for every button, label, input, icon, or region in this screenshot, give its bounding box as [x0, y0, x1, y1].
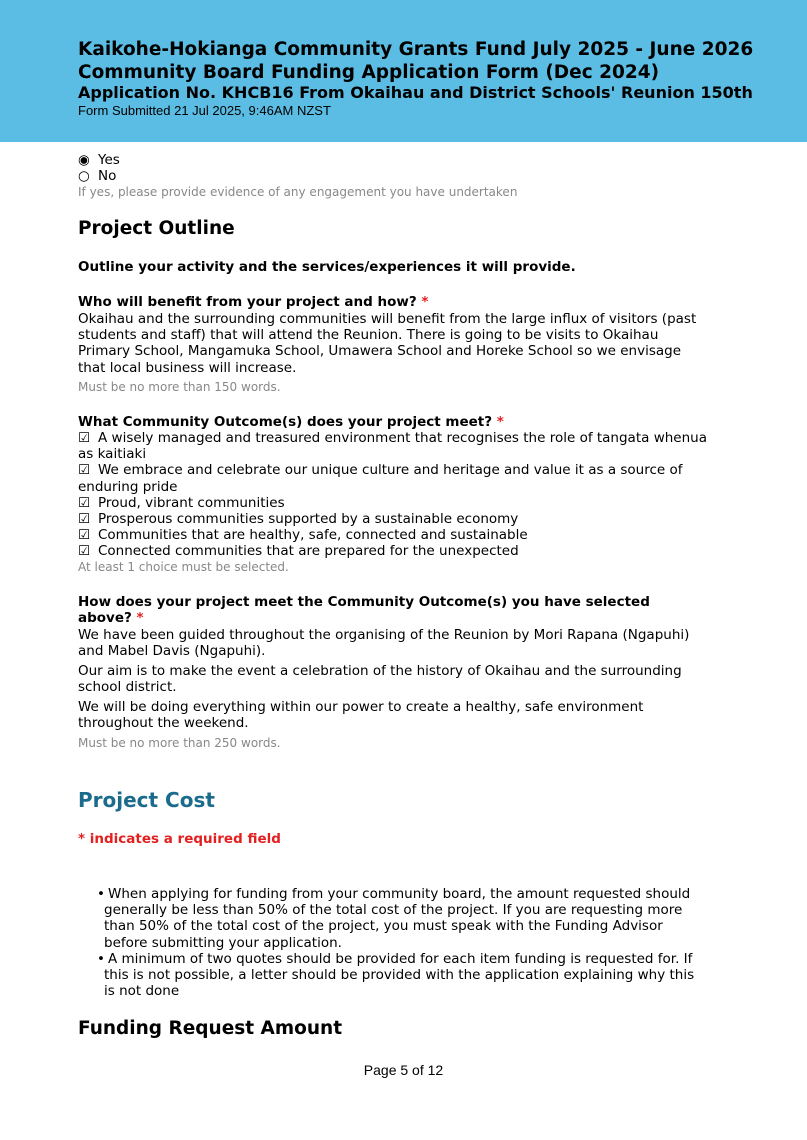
- how-meet-paragraph: We have been guided throughout the organising of the Reunion by Mori Rapana (Ngapuhi) and Mabel Davis (Ngapuhi).: [78, 627, 690, 660]
- radio-option-yes: [78, 152, 120, 168]
- outcome-item: ☑ Proud, vibrant communities: [78, 494, 285, 511]
- required-asterisk: *: [496, 414, 504, 430]
- form-title-line1: Kaikohe-Hokianga Community Grants Fund July 2025 - June 2026: [78, 39, 754, 60]
- funding-guidelines-list: [97, 886, 707, 999]
- engagement-hint: If yes, please provide evidence of any engagement you have undertaken: [78, 185, 518, 199]
- section-heading-project-cost: Project Cost: [78, 788, 215, 812]
- outcome-item: ☑ Communities that are healthy, safe, connected and sustainable: [78, 527, 528, 544]
- required-field-note: * indicates a required field: [78, 831, 281, 847]
- checkbox-checked-icon: ☑: [78, 511, 91, 528]
- radio-option-no: [78, 168, 116, 184]
- outcome-item: ☑ Prosperous communities supported by a sustainable economy: [78, 511, 519, 528]
- list-item: • When applying for funding from your community board, the amount requested should generally be less than 50% of the total cost of the project. If you are requesting more than 50% of the total cost of the project, you must speak with the Funding Advisor before submitting your application.: [97, 886, 691, 951]
- required-asterisk: *: [421, 294, 429, 310]
- how-meet-question-label: How does your project meet the Community Outcome(s) you have selected above? *: [78, 594, 650, 627]
- section-heading-funding-request: Funding Request Amount: [78, 1018, 343, 1039]
- outcome-item: ☑ We embrace and celebrate our unique culture and heritage and value it as a source of enduring pride: [78, 462, 683, 495]
- how-meet-hint: Must be no more than 250 words.: [78, 736, 281, 750]
- outcome-item: ☑ A wisely managed and treasured environment that recognises the role of tangata whenua as kaitiaki: [78, 430, 707, 463]
- outcomes-question-label: What Community Outcome(s) does your project meet? *: [78, 414, 504, 430]
- project-outline-intro: Outline your activity and the services/experiences it will provide.: [78, 259, 576, 275]
- bullet-icon: •: [97, 886, 105, 902]
- checkbox-checked-icon: ☑: [78, 494, 91, 511]
- page-number: Page 5 of 12: [363, 1062, 444, 1078]
- benefit-answer: Okaihau and the surrounding communities will benefit from the large influx of visitors (past students and staff) that will attend the Reunion. There is going to be visits to Okaihau Primary School, Mangamuka School, Umawera School and Horeke School so we envisage that local business will increase.: [78, 311, 697, 376]
- required-asterisk: *: [136, 610, 144, 627]
- how-meet-paragraph: We will be doing everything within our power to create a healthy, safe environment throughout the weekend.: [78, 699, 644, 732]
- radio-unselected-icon: ○: [78, 168, 90, 184]
- bullet-icon: •: [97, 950, 105, 967]
- benefit-question-label: Who will benefit from your project and how? *: [78, 294, 429, 310]
- form-title-line2: Community Board Funding Application Form (Dec 2024): [78, 62, 660, 83]
- form-header: [0, 0, 807, 142]
- radio-label: Yes: [98, 152, 120, 168]
- application-number: Application No. KHCB16 From Okaihau and District Schools' Reunion 150th: [78, 83, 753, 102]
- radio-label: No: [98, 168, 117, 184]
- benefit-hint: Must be no more than 150 words.: [78, 380, 281, 394]
- submission-timestamp: Form Submitted 21 Jul 2025, 9:46AM NZST: [78, 103, 331, 118]
- how-meet-paragraph: Our aim is to make the event a celebration of the history of Okaihau and the surrounding school district.: [78, 663, 682, 696]
- checkbox-checked-icon: ☑: [78, 543, 91, 560]
- outcome-item: ☑ Connected communities that are prepared for the unexpected: [78, 543, 519, 560]
- checkbox-checked-icon: ☑: [78, 430, 91, 446]
- radio-selected-icon: ◉: [78, 152, 90, 168]
- outcomes-hint: At least 1 choice must be selected.: [78, 560, 289, 574]
- checkbox-checked-icon: ☑: [78, 462, 91, 479]
- outcomes-checklist: [78, 430, 708, 560]
- checkbox-checked-icon: ☑: [78, 527, 91, 544]
- list-item: • A minimum of two quotes should be provided for each item funding is requested for. If this is not possible, a letter should be provided with the application explaining why this is not done: [97, 950, 695, 1000]
- section-heading-project-outline: Project Outline: [78, 218, 235, 239]
